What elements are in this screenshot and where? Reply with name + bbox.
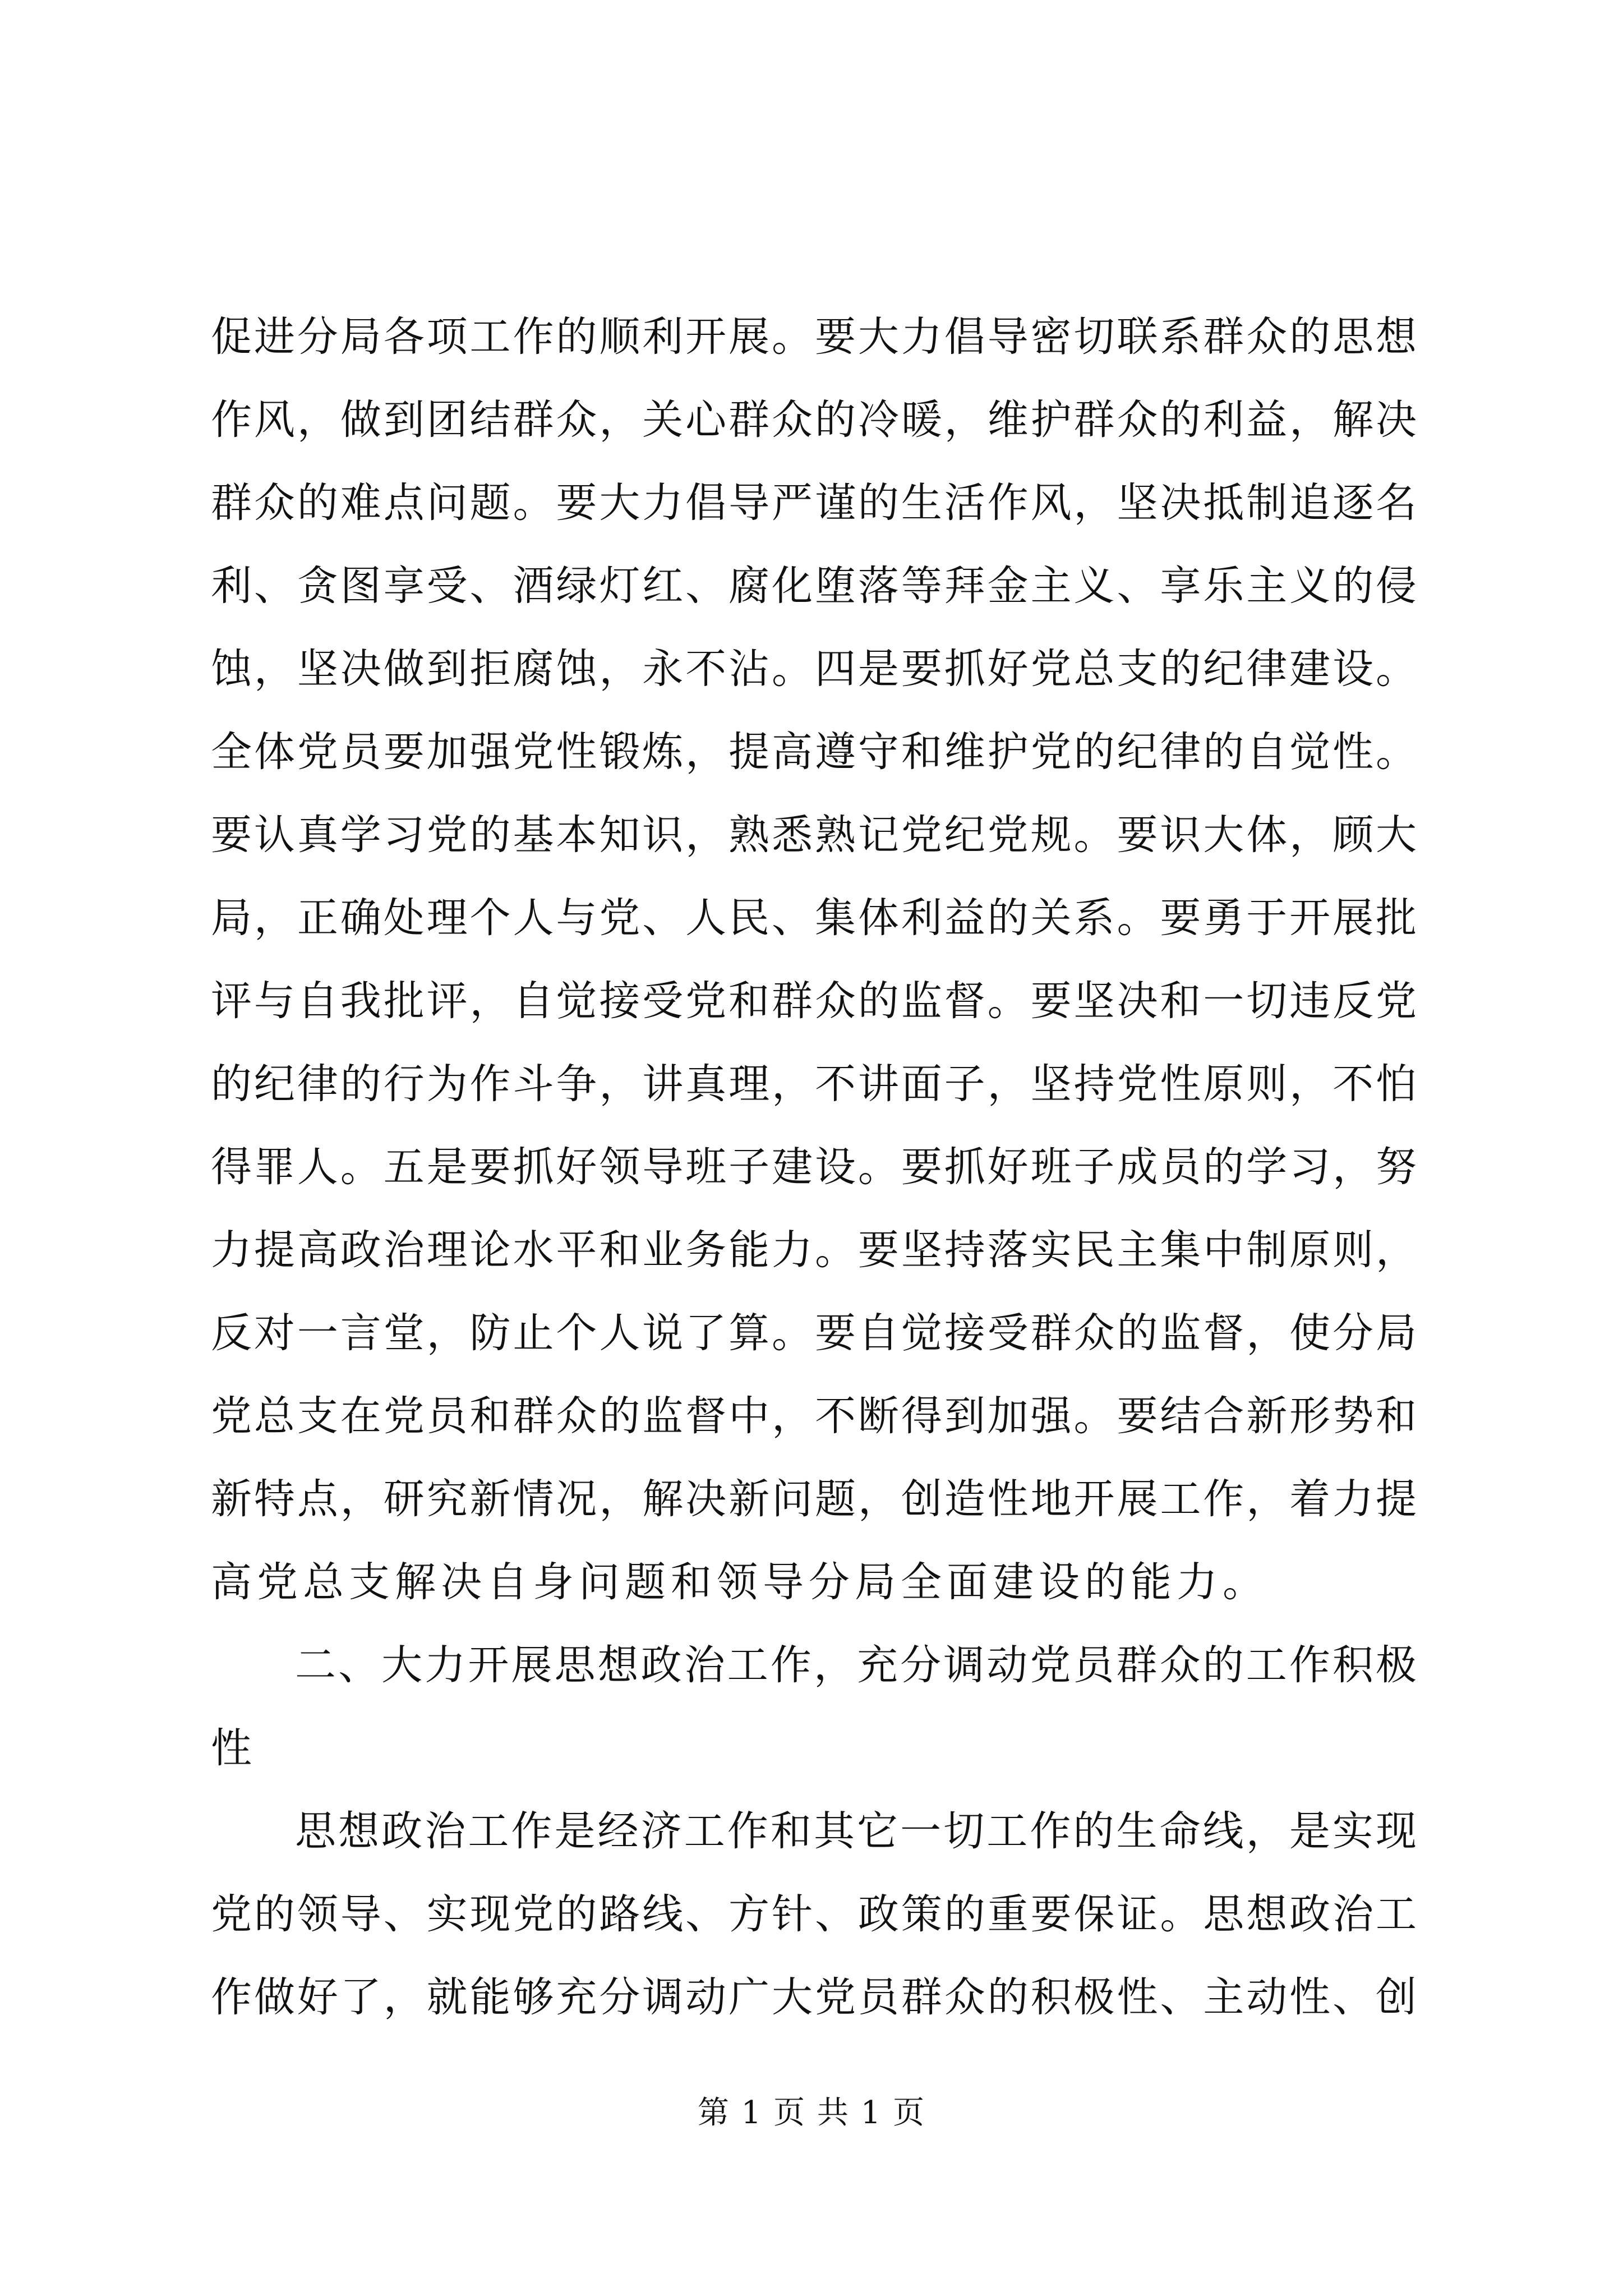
paragraph-line: 要认真学习党的基本知识，熟悉熟记党纪党规。要识大体，顾大 bbox=[211, 811, 1417, 859]
paragraph-line: 力提高政治理论水平和业务能力。要坚持落实民主集中制原则， bbox=[211, 1226, 1417, 1274]
paragraph-line: 蚀，坚决做到拒腐蚀，永不沾。四是要抓好党总支的纪律建设。 bbox=[211, 645, 1417, 693]
paragraph-line: 党总支在党员和群众的监督中，不断得到加强。要结合新形势和 bbox=[211, 1392, 1417, 1440]
paragraph-line: 作做好了，就能够充分调动广大党员群众的积极性、主动性、创 bbox=[211, 1973, 1417, 2021]
paragraph-line: 局，正确处理个人与党、人民、集体利益的关系。要勇于开展批 bbox=[211, 894, 1417, 942]
paragraph-line: 反对一言堂，防止个人说了算。要自觉接受群众的监督，使分局 bbox=[211, 1309, 1417, 1357]
paragraph-line: 评与自我批评，自觉接受党和群众的监督。要坚决和一切违反党 bbox=[211, 977, 1417, 1025]
paragraph-line: 作风，做到团结群众，关心群众的冷暖，维护群众的利益，解决 bbox=[211, 396, 1417, 444]
paragraph-line: 思想政治工作是经济工作和其它一切工作的生命线，是实现 bbox=[295, 1807, 1417, 1855]
section-heading-line: 性 bbox=[211, 1724, 257, 1772]
paragraph-line: 全体党员要加强党性锻炼，提高遵守和维护党的纪律的自觉性。 bbox=[211, 728, 1417, 776]
paragraph-line: 高党总支解决自身问题和领导分局全面建设的能力。 bbox=[211, 1558, 1269, 1606]
paragraph-line: 的纪律的行为作斗争，讲真理，不讲面子，坚持党性原则，不怕 bbox=[211, 1060, 1417, 1108]
paragraph-line: 得罪人。五是要抓好领导班子建设。要抓好班子成员的学习，努 bbox=[211, 1143, 1417, 1191]
paragraph-line: 利、贪图享受、酒绿灯红、腐化堕落等拜金主义、享乐主义的侵 bbox=[211, 562, 1417, 610]
page-footer bbox=[0, 2093, 1623, 2133]
section-heading-line: 二、大力开展思想政治工作，充分调动党员群众的工作积极 bbox=[295, 1641, 1417, 1689]
document-body bbox=[211, 296, 1417, 2039]
paragraph-line: 促进分局各项工作的顺利开展。要大力倡导密切联系群众的思想 bbox=[211, 313, 1417, 361]
paragraph-line: 新特点，研究新情况，解决新问题，创造性地开展工作，着力提 bbox=[211, 1475, 1417, 1523]
page-number-label: 第 1 页 共 1 页 bbox=[697, 2095, 926, 2131]
paragraph-line: 党的领导、实现党的路线、方针、政策的重要保证。思想政治工 bbox=[211, 1890, 1417, 1938]
paragraph-line: 群众的难点问题。要大力倡导严谨的生活作风，坚决抵制追逐名 bbox=[211, 479, 1417, 527]
